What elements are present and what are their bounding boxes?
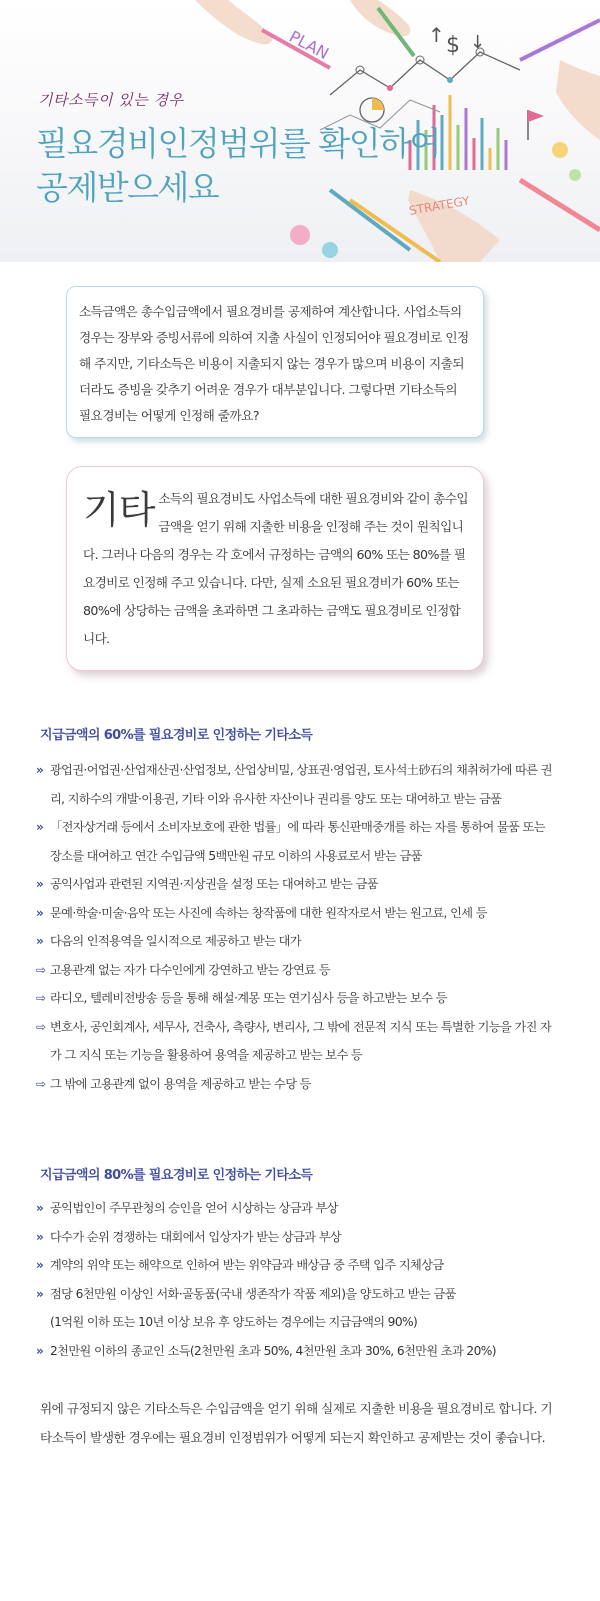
arrow-right-icon: ⇨	[36, 1076, 46, 1091]
list-item-text: 다음의 인적용역을 일시적으로 제공하고 받는 대가	[50, 934, 302, 948]
section-80-list	[36, 1194, 556, 1365]
list-item-text: 다수가 순위 경쟁하는 대회에서 입상자가 받는 상금과 부상	[50, 1229, 342, 1244]
list-item	[36, 1251, 556, 1280]
list-item	[36, 1223, 556, 1252]
list-marker-icon: »	[36, 1229, 44, 1244]
closing-paragraph: 위에 규정되지 않은 기타소득은 수입금액을 얻기 위해 실제로 지출한 비용을 필요경비로 합니다. 기타소득이 발생한 경우에는 필요경비 인정범위가 어떻게 되는지 확인하고 공제받는 것이 좋습니다.	[40, 1401, 553, 1445]
arrow-down-icon: ↓	[470, 32, 486, 53]
principle-box	[66, 466, 484, 671]
arrow-right-icon: ⇨	[36, 991, 46, 1005]
principle-text: 소득의 필요경비도 사업소득에 대한 필요경비와 같이 총수입금액을 얻기 위해 지출한 비용을 인정해 주는 것이 원칙입니다. 그러나 다음의 경우는 각 호에서 규정하는 금액의 60% 또는 80%를 필요경비로 인정해 주고 있습니다. 다만, 실제 소요된 필요경비가 60% 또는 80%에 상당하는 금액을 초과하면 그 초과하는 금액도 필요경비로 인정합니다.	[83, 491, 468, 646]
section-80-title: 지급금액의 80%를 필요경비로 인정하는 기타소득	[40, 1168, 313, 1183]
hand-shape	[195, 0, 272, 44]
arrow-right-icon: ⇨	[36, 962, 46, 977]
list-subitem	[36, 984, 556, 1013]
list-item-text: 라디오, 텔레비전방송 등을 통해 해설·계몽 또는 연기심사 등을 하고받는 보수 등	[50, 991, 447, 1005]
list-marker-icon: »	[36, 1343, 44, 1358]
list-item	[36, 927, 556, 956]
list-subitem	[36, 1070, 556, 1099]
list-marker-icon: »	[36, 877, 44, 891]
hand-shape	[556, 60, 600, 140]
list-item-text: 공익사업과 관련된 지역권·지상권을 설정 또는 대여하고 받는 금품	[50, 877, 378, 891]
principle-dropcap: 기타	[83, 488, 155, 532]
section-60-list	[36, 756, 556, 1098]
list-marker-icon: »	[36, 1201, 44, 1215]
hand-shape	[350, 0, 410, 36]
section-60-title: 지급금액의 60%를 필요경비로 인정하는 기타소득	[40, 728, 313, 743]
list-subitem	[36, 1013, 556, 1070]
art-word-strategy: STRATEGY	[408, 193, 471, 218]
list-marker-icon: »	[36, 934, 44, 948]
list-item-note: (1억원 이하 또는 10년 이상 보유 후 양도하는 경우에는 지급금액의 90%)	[50, 1315, 418, 1329]
intro-text: 소득금액은 총수입금액에서 필요경비를 공제하여 계산합니다. 사업소득의 경우는 장부와 증빙서류에 의하여 지출 사실이 인정되어야 필요경비로 인정해 주지만, 기타소득은 비용이 지출되지 않는 경우가 많으며 비용이 지출되더라도 증빙을 갖추기 어려운 경우가 대부분입니다. 그렇다면 기타소득의 필요경비는 어떻게 인정해 줄까요?	[79, 304, 469, 423]
list-item-text: 점당 6천만원 이상인 서화·골동품(국내 생존작가 작품 제외)을 양도하고 받는 금품	[50, 1286, 456, 1301]
list-item-text: 변호사, 공인회계사, 세무사, 건축사, 측량사, 변리사, 그 밖에 전문적 지식 또는 특별한 기능을 가진 자가 그 지식 또는 기능을 활용하여 용역을 제공하고 받는 보수 등	[50, 1019, 552, 1062]
arrow-up-icon: ↑	[428, 23, 445, 47]
list-marker-icon: »	[36, 1286, 44, 1301]
hero-subtitle: 기타소득이 있는 경우	[38, 91, 184, 109]
list-marker-icon: »	[36, 1258, 44, 1272]
header-banner	[0, 0, 600, 262]
pencil-shape	[330, 190, 410, 250]
list-item-text: 고용관계 없는 자가 다수인에게 강연하고 받는 강연료 등	[50, 962, 330, 977]
art-word-plan: PLAN	[286, 26, 332, 64]
list-subitem	[36, 956, 556, 985]
list-item	[36, 899, 556, 928]
list-marker-icon: »	[36, 820, 44, 834]
list-item	[36, 1280, 556, 1337]
list-item-text: 「전자상거래 등에서 소비자보호에 관한 법률」에 따라 통신판매중개를 하는 자를 통하여 물품 또는 장소를 대여하고 연간 수입금액 5백만원 규모 이하의 사용료로서 받는 금품	[50, 820, 545, 863]
dollar-icon: $	[446, 33, 460, 58]
pencil-shape	[520, 180, 600, 230]
list-item	[36, 1337, 556, 1366]
list-item	[36, 813, 556, 870]
list-item-text: 광업권·어업권·산업재산권·산업정보, 산업상비밀, 상표권·영업권, 토사석土砂石의 채취허가에 따른 권리, 지하수의 개발·이용권, 기타 이와 유사한 자산이나 권리를 양도 또는 대여하고 받는 금품	[50, 763, 552, 806]
intro-box	[66, 286, 484, 438]
list-item-text: 계약의 위약 또는 해약으로 인하여 받는 위약금과 배상금 중 주택 입주 지체상금	[50, 1258, 444, 1272]
list-item	[36, 756, 556, 813]
list-marker-icon: »	[36, 905, 44, 920]
pencil-shape	[520, 20, 600, 60]
hero-title-line1: 필요경비인정범위를 확인하여	[36, 124, 440, 163]
arrow-right-icon: ⇨	[36, 1019, 46, 1034]
list-item	[36, 870, 556, 899]
list-item-text: 그 밖에 고용관계 없이 용역을 제공하고 받는 수당 등	[50, 1076, 311, 1091]
list-item-text: 2천만원 이하의 종교인 소득(2천만원 초과 50%, 4천만원 초과 30%, 6천만원 초과 20%)	[50, 1343, 496, 1358]
hero-title-line2: 공제받으세요	[36, 168, 219, 207]
list-item-text: 문예·학술·미술·음악 또는 사진에 속하는 창작품에 대한 원작자로서 받는 원고료, 인세 등	[50, 905, 487, 920]
list-marker-icon: »	[36, 763, 44, 777]
list-item	[36, 1194, 556, 1223]
list-item-text: 공익법인이 주무관청의 승인을 얻어 시상하는 상금과 부상	[50, 1201, 338, 1215]
